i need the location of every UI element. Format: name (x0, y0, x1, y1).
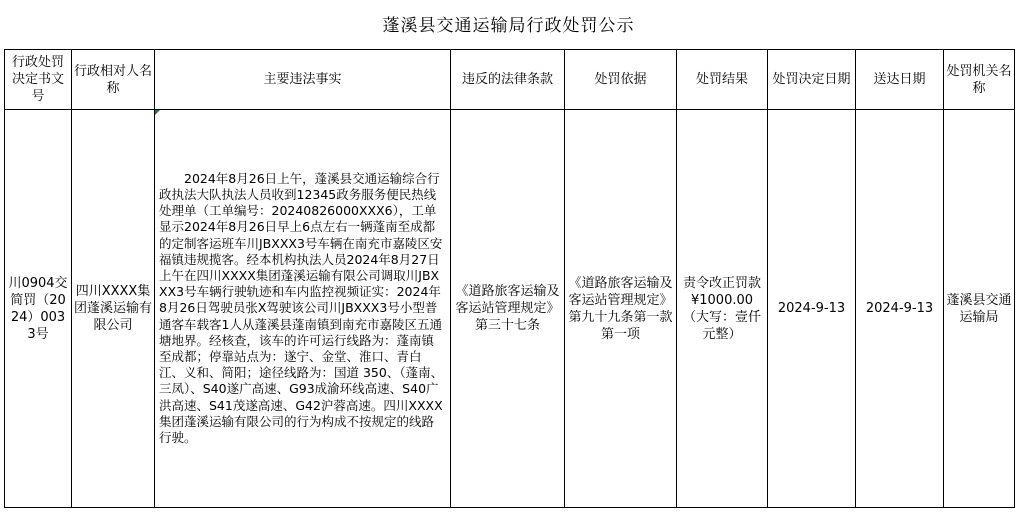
cell-basis: 《道路旅客运输及客运站管理规定》第九十九条第一款第一项 (565, 110, 677, 508)
cell-comment-marker (155, 110, 160, 115)
header-doc-number: 行政处罚决定书文号 (5, 50, 72, 110)
cell-result: 责令改正罚款¥1000.00（大写：壹仟元整） (677, 110, 768, 508)
header-delivery-date: 送达日期 (856, 50, 944, 110)
header-party-name: 行政相对人名称 (72, 50, 155, 110)
penalty-table (4, 49, 1015, 508)
cell-violated-clause: 《道路旅客运输及客运站管理规定》第三十七条 (451, 110, 565, 508)
facts-text: 2024年8月26日上午，蓬溪县交通运输综合行政执法大队执法人员收到12345政务服务便民热线处理单（工单编号：20240826000XXX6），工单显示2024年8月26日早上6点左右一辆蓬南至成都的定制客运班车川JBXXX3号车辆在南充市嘉陵区安福镇违规揽客。经本机构执法人员2024年8月27日上午在四川XXXX集团蓬溪运输有限公司调取川JBXXX3号车辆行驶轨迹和车内监控视频证实：2024年8月26日驾驶员张X驾驶该公司川JBXXX3号小型普通客车载客1人从蓬溪县蓬南镇到南充市嘉陵区五通塘地界。经核查，该车的许可运行线路为：蓬南镇至成都；停靠站点为：遂宁、金堂、淮口、青白江、义和、简阳；途径线路为：国道 350、（蓬南、三凤）、S40遂广高速、G93成渝环线高速、S40广洪高速、S41茂遂高速、G42沪蓉高速。四川XXXX集团蓬溪运输有限公司的行为构成不按规定的线路行驶。 (159, 170, 444, 446)
table-row (5, 110, 1015, 508)
header-authority: 处罚机关名称 (944, 50, 1015, 110)
cell-decision-date: 2024-9-13 (768, 110, 856, 508)
table-header-row (5, 50, 1015, 110)
header-result: 处罚结果 (677, 50, 768, 110)
cell-authority: 蓬溪县交通运输局 (944, 110, 1015, 508)
header-violated-clause: 违反的法律条款 (451, 50, 565, 110)
cell-party-name: 四川XXXX集团蓬溪运输有限公司 (72, 110, 155, 508)
page-title: 蓬溪县交通运输局行政处罚公示 (382, 16, 635, 36)
cell-doc-number: 川0904交简罚（2024）0033号 (5, 110, 72, 508)
header-decision-date: 处罚决定日期 (768, 50, 856, 110)
cell-delivery-date: 2024-9-13 (856, 110, 944, 508)
header-facts: 主要违法事实 (155, 50, 451, 110)
header-basis: 处罚依据 (565, 50, 677, 110)
cell-facts (155, 110, 451, 508)
